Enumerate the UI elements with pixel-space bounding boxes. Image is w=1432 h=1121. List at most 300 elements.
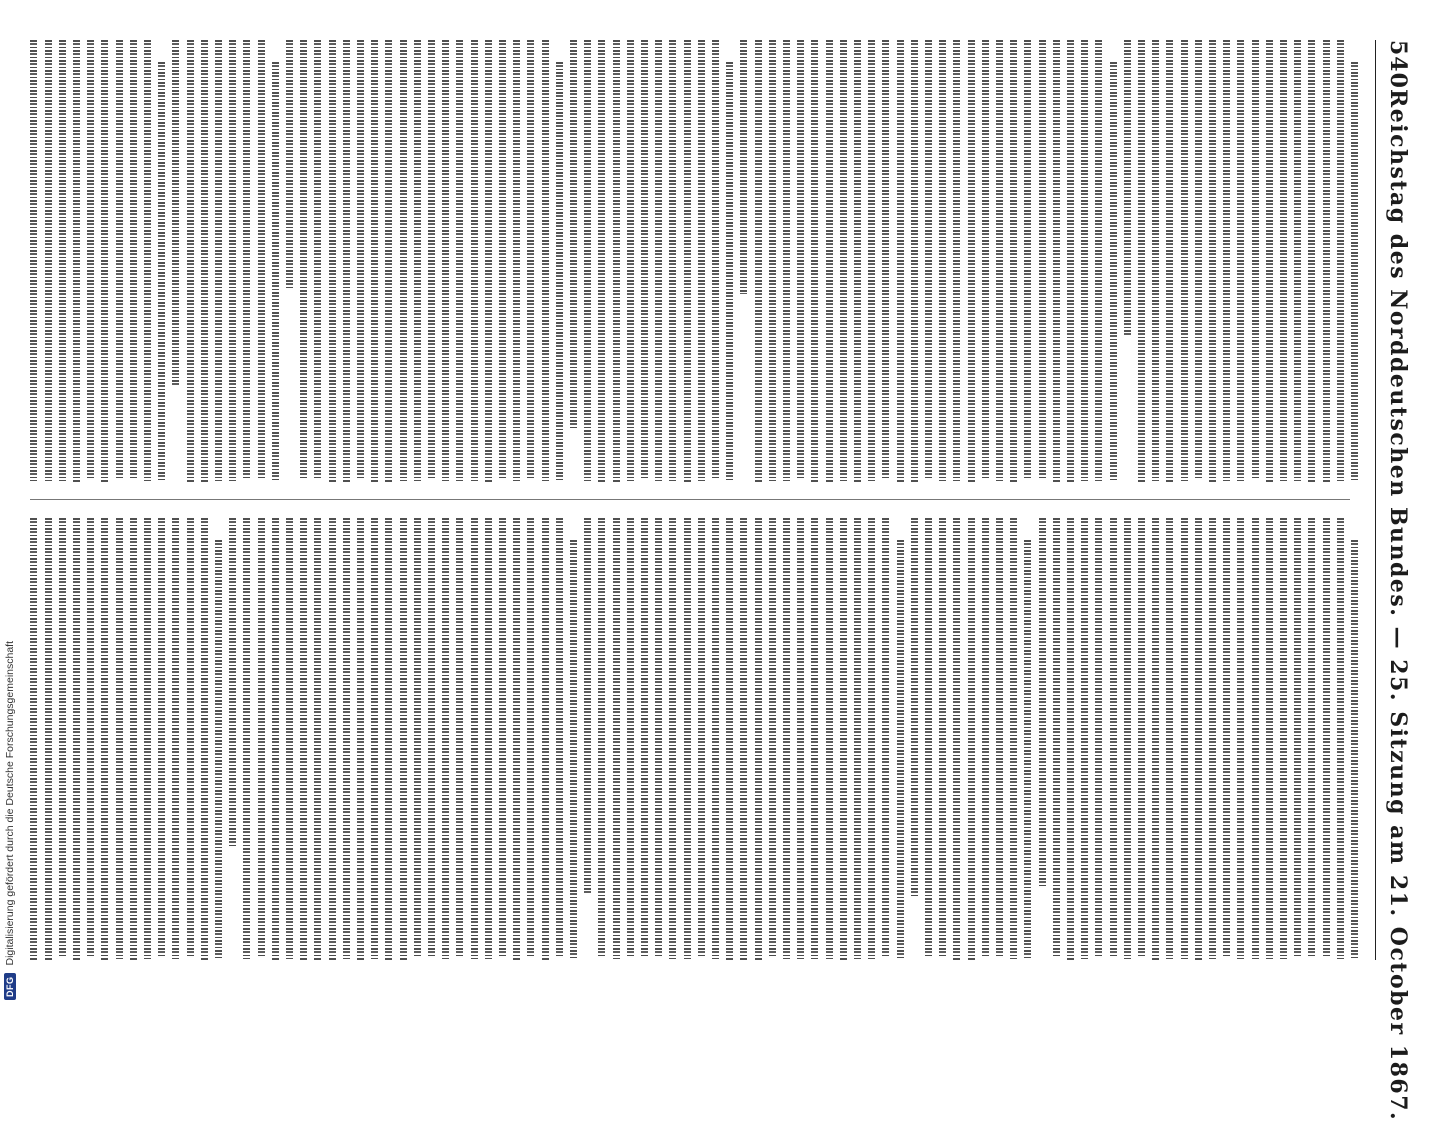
text-line	[155, 518, 169, 960]
text-line-ink	[1124, 518, 1131, 959]
text-line	[453, 40, 467, 482]
text-line-ink	[343, 40, 350, 482]
text-line-ink	[456, 40, 463, 481]
text-line	[936, 518, 950, 960]
text-line-ink	[513, 40, 520, 481]
text-line	[198, 40, 212, 482]
text-line-ink	[1010, 518, 1017, 959]
text-line	[610, 518, 624, 960]
text-line	[84, 518, 98, 960]
text-line	[127, 518, 141, 960]
text-line	[1249, 518, 1263, 960]
text-line	[1178, 40, 1192, 482]
text-line	[908, 518, 922, 960]
text-line-ink	[329, 518, 336, 960]
text-line	[581, 40, 595, 482]
page-header	[1375, 40, 1420, 1121]
text-line-ink	[272, 518, 279, 960]
text-line-ink	[485, 518, 492, 959]
text-line-ink	[1209, 518, 1216, 959]
text-line-ink	[1138, 518, 1145, 958]
text-line	[837, 40, 851, 482]
text-line-ink	[1039, 518, 1046, 886]
dfg-logo: DFG	[4, 974, 16, 1001]
text-line	[212, 40, 226, 482]
text-line-ink	[655, 40, 662, 481]
text-line	[184, 40, 198, 482]
text-line	[1192, 518, 1206, 960]
text-line-ink	[1266, 518, 1273, 959]
text-line	[397, 518, 411, 960]
text-line	[1121, 40, 1135, 482]
text-line-ink	[30, 40, 37, 481]
text-line-ink	[1237, 40, 1244, 481]
text-line	[326, 518, 340, 960]
text-line	[1064, 40, 1078, 482]
text-line	[1078, 40, 1092, 482]
text-line	[368, 40, 382, 482]
text-line-ink	[1152, 40, 1159, 481]
text-line	[709, 40, 723, 482]
text-line	[269, 40, 283, 482]
text-line	[1050, 518, 1064, 960]
text-line-ink	[570, 40, 577, 428]
text-line	[638, 40, 652, 482]
text-line-ink	[783, 518, 790, 959]
text-line	[311, 40, 325, 482]
text-line	[1348, 40, 1362, 482]
text-line-ink	[811, 518, 818, 959]
text-line-ink	[73, 40, 80, 482]
text-line	[624, 40, 638, 482]
text-line-ink	[755, 40, 762, 482]
text-line-ink	[1166, 40, 1173, 482]
text-line-ink	[1351, 540, 1358, 958]
text-line	[524, 40, 538, 482]
text-line	[1234, 518, 1248, 960]
text-line-ink	[1166, 518, 1173, 959]
text-line-ink	[456, 518, 463, 958]
text-line-ink	[371, 40, 378, 482]
text-line	[1206, 40, 1220, 482]
text-line-ink	[1181, 40, 1188, 481]
text-line-ink	[868, 518, 875, 959]
text-line	[752, 518, 766, 960]
text-line	[1249, 40, 1263, 482]
text-line-ink	[712, 40, 719, 480]
text-line	[553, 40, 567, 482]
text-line	[240, 40, 254, 482]
text-line	[1149, 40, 1163, 482]
text-line-ink	[1237, 518, 1244, 959]
text-line	[382, 518, 396, 960]
text-line-ink	[897, 540, 904, 959]
text-line	[113, 518, 127, 960]
text-line-ink	[1110, 62, 1117, 482]
text-line-ink	[485, 40, 492, 482]
text-line	[1263, 518, 1277, 960]
text-line-ink	[1209, 40, 1216, 482]
text-line	[1121, 518, 1135, 960]
text-line-ink	[769, 40, 776, 481]
text-line-ink	[598, 518, 605, 958]
text-line	[624, 518, 638, 960]
text-line-ink	[968, 40, 975, 482]
text-line	[240, 518, 254, 960]
text-line	[283, 40, 297, 482]
text-columns	[22, 40, 1362, 960]
text-line	[1107, 518, 1121, 960]
text-line	[1163, 518, 1177, 960]
text-line	[255, 40, 269, 482]
text-line-ink	[357, 518, 364, 960]
text-line	[950, 40, 964, 482]
text-line	[808, 40, 822, 482]
text-line	[851, 518, 865, 960]
text-line-ink	[1010, 40, 1017, 482]
text-line	[723, 40, 737, 482]
text-line	[1007, 518, 1021, 960]
text-line	[894, 518, 908, 960]
text-line-ink	[201, 518, 208, 960]
text-line	[837, 518, 851, 960]
text-line-ink	[1095, 518, 1102, 958]
text-line	[737, 40, 751, 482]
text-line-ink	[357, 40, 364, 480]
text-line	[965, 40, 979, 482]
text-line	[453, 518, 467, 960]
text-line	[1036, 518, 1050, 960]
text-line-ink	[59, 40, 66, 481]
text-line-ink	[272, 62, 279, 480]
text-line-ink	[826, 40, 833, 482]
text-line-ink	[499, 518, 506, 958]
text-line	[1320, 40, 1334, 482]
text-line	[695, 40, 709, 482]
text-line	[510, 518, 524, 960]
text-line	[1334, 518, 1348, 960]
text-line	[567, 40, 581, 482]
text-line-ink	[371, 518, 378, 959]
text-line	[56, 40, 70, 482]
text-line	[496, 518, 510, 960]
text-line	[1064, 518, 1078, 960]
text-line-ink	[243, 40, 250, 480]
text-line	[524, 518, 538, 960]
text-line-ink	[1124, 40, 1131, 335]
text-line-ink	[59, 518, 66, 958]
text-line-ink	[428, 518, 435, 958]
text-line-ink	[911, 518, 918, 897]
text-line	[766, 40, 780, 482]
text-line	[723, 518, 737, 960]
text-line-ink	[201, 40, 208, 482]
text-line-ink	[1081, 518, 1088, 959]
text-line	[595, 40, 609, 482]
text-line-ink	[613, 40, 620, 482]
text-line	[553, 518, 567, 960]
text-line-ink	[598, 40, 605, 482]
text-line-ink	[669, 518, 676, 959]
text-line-ink	[755, 518, 762, 960]
text-line	[113, 40, 127, 482]
text-line-ink	[414, 518, 421, 958]
text-line	[27, 518, 41, 960]
text-line	[766, 518, 780, 960]
text-line	[411, 518, 425, 960]
text-line	[496, 40, 510, 482]
text-line-ink	[769, 518, 776, 958]
text-line-ink	[1181, 518, 1188, 959]
text-line	[184, 518, 198, 960]
text-line	[539, 518, 553, 960]
text-line	[425, 518, 439, 960]
text-line	[851, 40, 865, 482]
text-line	[425, 40, 439, 482]
text-line	[212, 518, 226, 960]
text-line-ink	[1067, 518, 1074, 960]
text-line-ink	[471, 518, 478, 959]
text-line	[908, 40, 922, 482]
text-line-ink	[187, 518, 194, 958]
text-line	[922, 518, 936, 960]
text-line	[56, 518, 70, 960]
text-line-ink	[641, 518, 648, 958]
text-line-ink	[45, 518, 52, 960]
text-line	[1305, 518, 1319, 960]
text-line-ink	[854, 518, 861, 959]
text-line	[879, 40, 893, 482]
text-line-ink	[1337, 40, 1344, 481]
text-line-ink	[87, 40, 94, 480]
text-line	[1021, 40, 1035, 482]
text-line-ink	[882, 40, 889, 480]
text-line	[382, 40, 396, 482]
text-line-ink	[471, 40, 478, 481]
text-line-ink	[87, 518, 94, 958]
text-line-ink	[73, 518, 80, 960]
text-line-ink	[101, 518, 108, 960]
text-line	[439, 40, 453, 482]
text-line	[1320, 518, 1334, 960]
text-line-ink	[101, 40, 108, 482]
text-line	[226, 40, 240, 482]
text-line	[595, 518, 609, 960]
text-line	[42, 518, 56, 960]
text-line	[922, 40, 936, 482]
text-line	[823, 40, 837, 482]
text-line	[1163, 40, 1177, 482]
text-line-ink	[1223, 40, 1230, 481]
text-line-ink	[187, 40, 194, 482]
text-line	[681, 40, 695, 482]
text-line	[1334, 40, 1348, 482]
text-line	[638, 518, 652, 960]
text-line	[269, 518, 283, 960]
text-line	[1291, 40, 1305, 482]
text-line-ink	[1024, 540, 1031, 960]
text-line-ink	[1323, 40, 1330, 482]
text-line	[468, 40, 482, 482]
text-line	[979, 40, 993, 482]
text-line-ink	[968, 518, 975, 960]
text-line-ink	[797, 40, 804, 480]
text-line-ink	[740, 518, 747, 960]
text-line	[666, 518, 680, 960]
text-line-ink	[840, 518, 847, 960]
text-line-ink	[1195, 518, 1202, 960]
text-line-ink	[925, 518, 932, 958]
text-line-ink	[939, 518, 946, 958]
text-line	[1092, 518, 1106, 960]
text-line	[482, 518, 496, 960]
text-line-ink	[726, 62, 733, 482]
text-line	[155, 40, 169, 482]
text-line-ink	[840, 40, 847, 481]
text-line-ink	[1280, 40, 1287, 481]
text-line	[567, 518, 581, 960]
text-line-ink	[1138, 40, 1145, 482]
text-line	[979, 518, 993, 960]
text-line-ink	[882, 518, 889, 958]
text-line	[780, 518, 794, 960]
text-line-ink	[1294, 40, 1301, 481]
text-line-ink	[513, 518, 520, 960]
text-line-ink	[1308, 518, 1315, 958]
text-line	[1305, 40, 1319, 482]
text-line	[255, 518, 269, 960]
text-line	[1192, 40, 1206, 482]
text-line	[865, 518, 879, 960]
text-line	[1277, 40, 1291, 482]
text-line	[439, 518, 453, 960]
text-line-ink	[258, 518, 265, 958]
text-line-ink	[783, 40, 790, 481]
text-line-ink	[400, 40, 407, 481]
text-line-ink	[584, 40, 591, 481]
text-line-ink	[854, 40, 861, 482]
text-line	[98, 40, 112, 482]
text-line-ink	[286, 518, 293, 959]
text-line	[681, 518, 695, 960]
text-line	[581, 518, 595, 960]
text-line	[794, 518, 808, 960]
text-line	[695, 518, 709, 960]
text-line-ink	[996, 518, 1003, 958]
text-line	[1348, 518, 1362, 960]
text-line-ink	[1095, 40, 1102, 481]
text-line	[780, 40, 794, 482]
text-line-ink	[215, 540, 222, 959]
text-line-ink	[868, 40, 875, 481]
text-line	[1291, 518, 1305, 960]
text-line-ink	[1337, 518, 1344, 959]
text-line-ink	[158, 62, 165, 482]
text-line-ink	[329, 40, 336, 482]
text-line	[879, 518, 893, 960]
text-line-ink	[130, 518, 137, 960]
text-line-ink	[584, 518, 591, 893]
text-line-ink	[1308, 40, 1315, 482]
text-line	[894, 40, 908, 482]
text-line-ink	[1053, 40, 1060, 482]
text-line	[198, 518, 212, 960]
text-line	[610, 40, 624, 482]
text-line-ink	[215, 40, 222, 481]
text-line-ink	[684, 518, 691, 959]
text-line-ink	[740, 40, 747, 294]
text-line-ink	[30, 518, 37, 960]
text-line-ink	[627, 40, 634, 481]
text-line	[1092, 40, 1106, 482]
text-line-ink	[172, 40, 179, 385]
text-line	[1149, 518, 1163, 960]
text-line	[1277, 518, 1291, 960]
text-line-ink	[982, 518, 989, 958]
text-line-ink	[698, 518, 705, 958]
text-line-ink	[1223, 518, 1230, 958]
text-line-ink	[1294, 518, 1301, 958]
text-line-ink	[144, 518, 151, 959]
text-line	[354, 518, 368, 960]
text-line-ink	[627, 518, 634, 958]
text-line-ink	[229, 40, 236, 481]
running-head: Reichstag des Norddeutschen Bundes. — 25. Sitzung am 21. October 1867.	[1385, 88, 1411, 1121]
text-line	[340, 40, 354, 482]
text-line	[865, 40, 879, 482]
text-line-ink	[300, 518, 307, 960]
text-line-ink	[286, 40, 293, 288]
text-line	[965, 518, 979, 960]
text-line	[169, 40, 183, 482]
text-line	[1220, 518, 1234, 960]
text-line-ink	[442, 40, 449, 481]
text-line-ink	[243, 518, 250, 959]
digitization-credit	[0, 0, 20, 1000]
text-line-ink	[925, 40, 932, 480]
text-line	[340, 518, 354, 960]
text-line-ink	[314, 518, 321, 960]
text-line	[1234, 40, 1248, 482]
text-line-ink	[542, 518, 549, 960]
text-line-ink	[826, 518, 833, 959]
text-line-ink	[1110, 518, 1117, 958]
text-line-ink	[144, 40, 151, 481]
text-line	[652, 518, 666, 960]
text-line	[1107, 40, 1121, 482]
text-line-ink	[499, 40, 506, 480]
text-line	[141, 518, 155, 960]
text-line-ink	[897, 40, 904, 482]
text-line-ink	[698, 40, 705, 481]
text-line-ink	[655, 518, 662, 958]
text-line-ink	[1067, 40, 1074, 482]
text-line-ink	[996, 40, 1003, 481]
text-line	[368, 518, 382, 960]
text-line	[397, 40, 411, 482]
text-line	[70, 518, 84, 960]
text-line-ink	[939, 40, 946, 481]
text-line-ink	[797, 518, 804, 959]
text-line	[1036, 40, 1050, 482]
text-line	[1206, 518, 1220, 960]
text-line-ink	[953, 518, 960, 960]
text-line-ink	[1323, 518, 1330, 958]
text-line-ink	[811, 40, 818, 482]
text-line-ink	[314, 40, 321, 480]
text-line	[1078, 518, 1092, 960]
text-line-ink	[641, 40, 648, 480]
